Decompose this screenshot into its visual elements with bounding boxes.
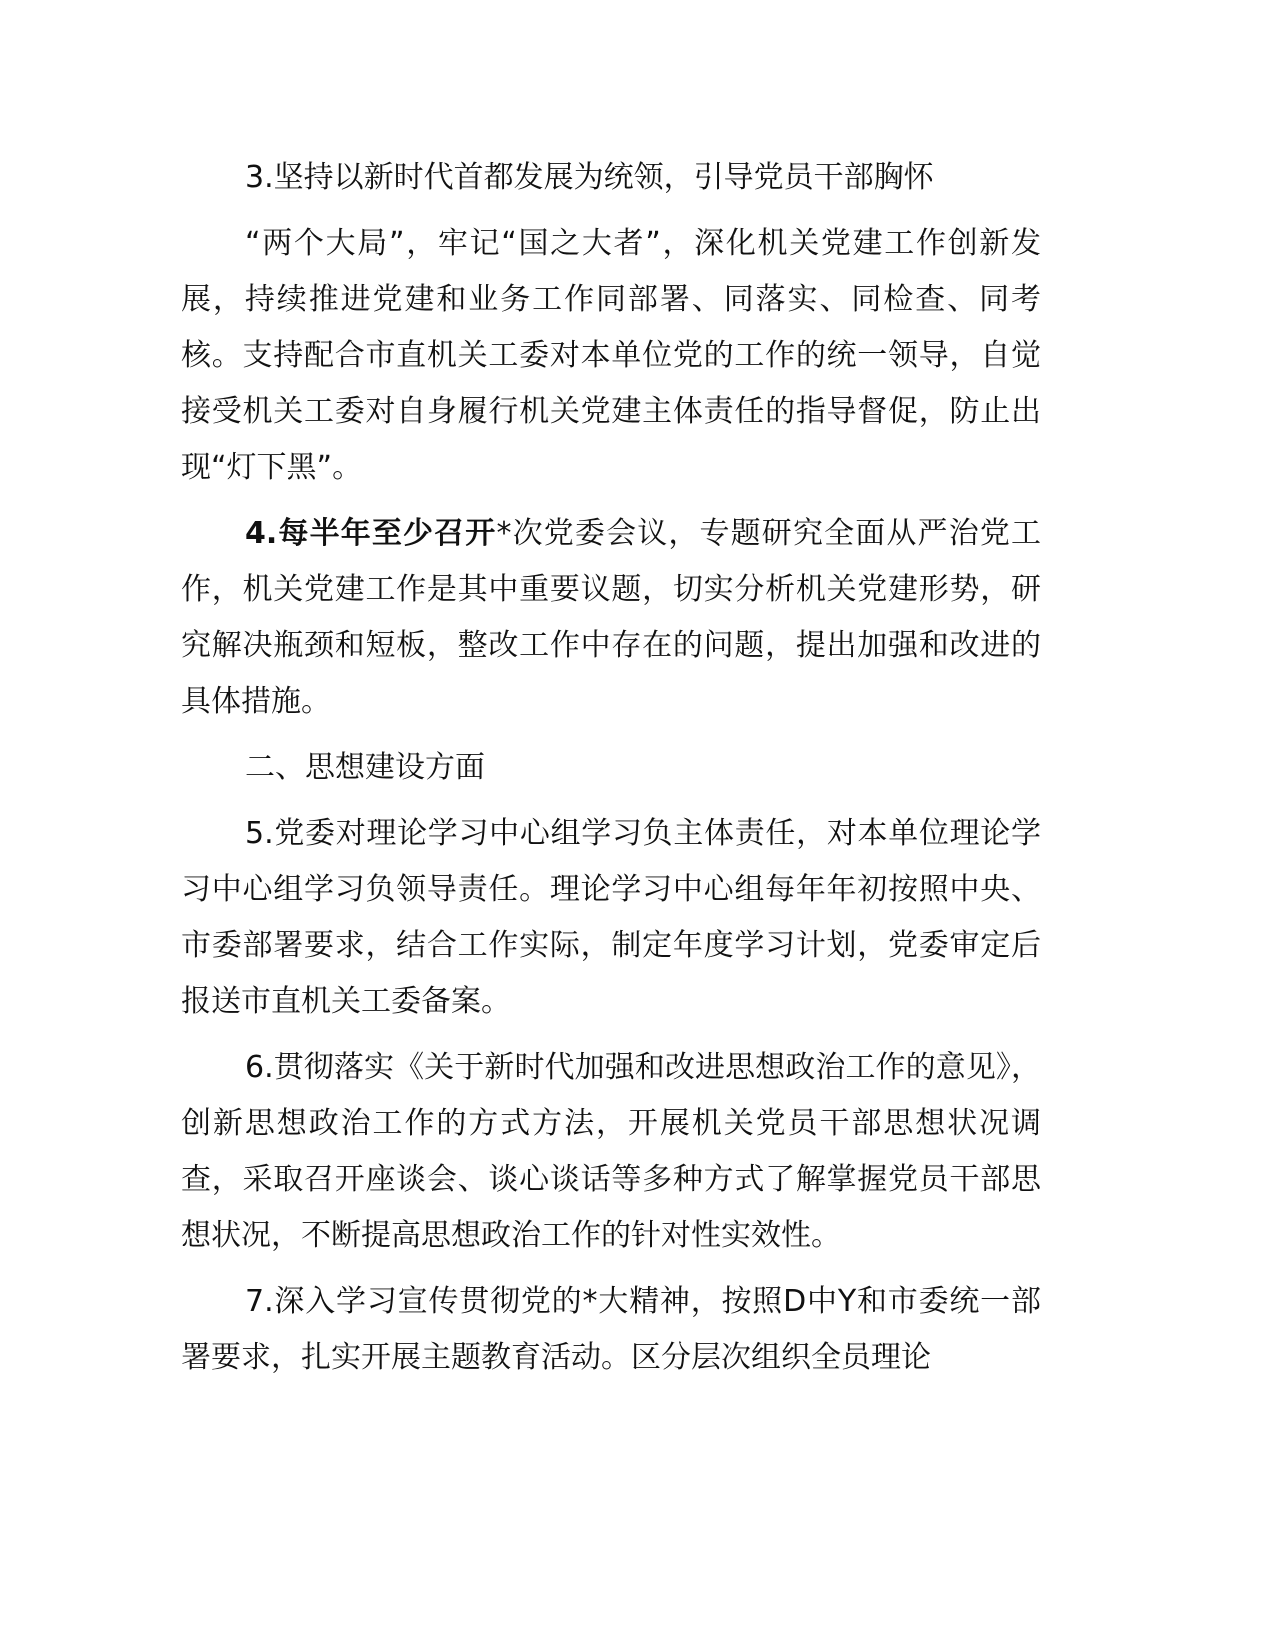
paragraph-item-5: 5.党委对理论学习中心组学习负主体责任，对本单位理论学习中心组学习负领导责任。理论学习中心组每年年初按照中央、市委部署要求，结合工作实际，制定年度学习计划，党委审定后报送市直机关工委备案。 xyxy=(181,816,1041,1019)
paragraph-item-7: 7.深入学习宣传贯彻党的*大精神，按照D中Y和市委统一部署要求，扎实开展主题教育活动。区分层次组织全员理论 xyxy=(181,1284,1041,1375)
paragraph-item-6: 6.贯彻落实《关于新时代加强和改进思想政治工作的意见》，创新思想政治工作的方式方法，开展机关党员干部思想状况调查，采取召开座谈会、谈心谈话等多种方式了解掌握党员干部思想状况，不断提高思想政治工作的针对性实效性。 xyxy=(181,1050,1041,1253)
paragraph-item-4-lead: 4.每半年至少召开 xyxy=(245,516,497,551)
document-body xyxy=(181,150,1041,1396)
paragraph-item-4-text: *次党委会议，专题研究全面从严治党工作，机关党建工作是其中重要议题，切实分析机关党建形势，研究解决瓶颈和短板，整改工作中存在的问题，提出加强和改进的具体措施。 xyxy=(181,516,1041,719)
paragraph-item-4 xyxy=(181,506,1041,730)
paragraph-item-3-intro: 3.坚持以新时代首都发展为统领，引导党员干部胸怀 xyxy=(245,160,934,195)
paragraph-item-3-body: “两个大局”，牢记“国之大者”，深化机关党建工作创新发展，持续推进党建和业务工作同部署、同落实、同检查、同考核。支持配合市直机关工委对本单位党的工作的统一领导，自觉接受机关工委对自身履行机关党建主体责任的指导督促，防止出现“灯下黑”。 xyxy=(181,226,1041,485)
section-heading-2: 二、思想建设方面 xyxy=(245,750,485,785)
